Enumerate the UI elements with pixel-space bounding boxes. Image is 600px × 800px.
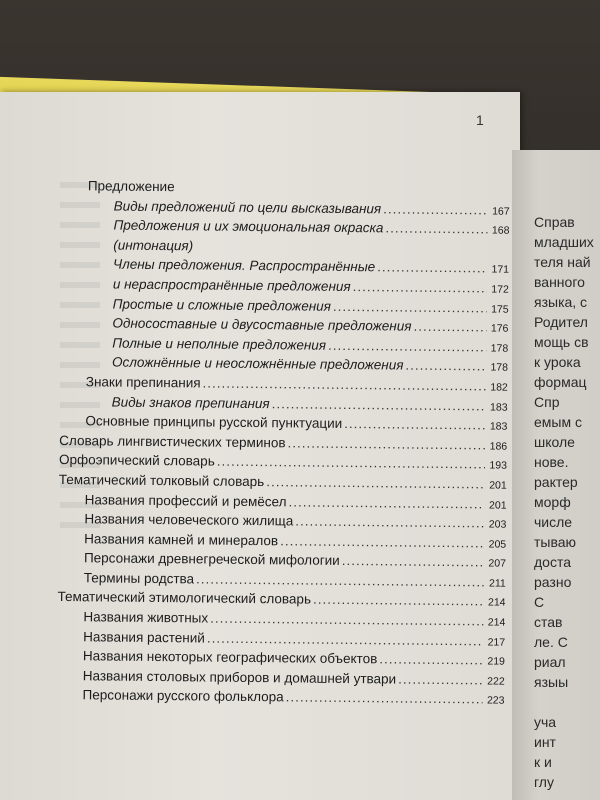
toc-entry-title: Персонажи русского фольклора xyxy=(82,687,284,705)
toc-entry-page: 217 xyxy=(487,636,506,649)
toc-leader-dots xyxy=(313,590,484,611)
toc-entry-page: 178 xyxy=(490,361,509,375)
toc-leader-dots xyxy=(353,277,487,298)
toc-entry-title: и нераспространённые предложения xyxy=(112,276,351,294)
right-page-line: доста xyxy=(534,554,571,570)
toc-leader-dots xyxy=(383,199,488,220)
toc-entry-title: Тематический этимологический словарь xyxy=(57,589,312,608)
toc-leader-dots xyxy=(344,414,485,435)
toc-entry-title: Названия столовых приборов и домашней утвари xyxy=(82,668,397,687)
toc-entry-title: Виды предложений по цели высказывания xyxy=(113,198,382,216)
toc-entry-page: 219 xyxy=(487,655,505,668)
right-page-line: к урока xyxy=(534,354,581,370)
right-page-line: тываю xyxy=(534,534,577,550)
right-page-line: языы xyxy=(534,674,569,690)
toc-entry-page: 183 xyxy=(490,401,508,414)
toc-entry-title: Простые и сложные предложения xyxy=(112,296,331,314)
right-page-line: Родител xyxy=(534,314,588,330)
toc-entry-page: 201 xyxy=(488,498,507,512)
toc-leader-dots xyxy=(328,336,486,357)
toc-entry-page: 203 xyxy=(488,518,507,531)
toc-entry-page: 178 xyxy=(490,342,509,355)
right-page-line: числе xyxy=(534,514,573,530)
toc-entry-title: Осложнённые и неосложнённые предложения xyxy=(111,354,404,373)
toc-leader-dots xyxy=(295,512,484,534)
right-page-line: мощь св xyxy=(534,334,589,350)
toc-entry-title: Виды знаков препинания xyxy=(111,394,270,411)
toc-leader-dots xyxy=(288,492,484,514)
right-page-line: рактер xyxy=(534,474,578,490)
toc-entry-page: 222 xyxy=(487,675,505,688)
toc-entry-page: 172 xyxy=(491,283,509,296)
toc-leader-dots xyxy=(266,472,485,494)
toc-entry-page: 175 xyxy=(491,303,509,316)
right-page-line: емым с xyxy=(534,414,582,430)
toc-entry-title: Предложения и их эмоциональная окраска xyxy=(113,217,384,236)
right-page-line: риал xyxy=(534,654,566,670)
right-page-line: став xyxy=(534,614,563,630)
toc-entry-title: Односоставные и двусоставные предложения xyxy=(112,315,412,334)
toc-entry-page: 176 xyxy=(490,322,509,335)
right-page-line: младших xyxy=(534,234,594,250)
toc-entry-page: 167 xyxy=(492,205,510,218)
toc-entry-title: Полные и неполные предложения xyxy=(112,335,327,353)
right-page-line: уча xyxy=(534,714,557,730)
right-page-text xyxy=(534,212,594,792)
toc-entry-page: 183 xyxy=(489,420,508,433)
toc-entry-page: 193 xyxy=(489,459,508,472)
toc-entry-page: 205 xyxy=(488,538,507,551)
toc-leader-dots xyxy=(379,650,483,671)
right-page-line: глу xyxy=(534,774,554,790)
right-page-line: школе xyxy=(534,434,575,450)
right-page-line: к и xyxy=(534,754,552,770)
right-page-line: Спр xyxy=(534,394,560,410)
toc-entry-title: Основные принципы русской пунктуации xyxy=(85,413,343,432)
right-page-line: формац xyxy=(534,374,587,390)
toc-entry-page: 186 xyxy=(489,440,508,453)
toc-entry-page: 171 xyxy=(491,263,510,277)
toc-entry-page: 168 xyxy=(491,224,510,237)
right-page-line: морф xyxy=(534,494,571,510)
toc-leader-dots xyxy=(377,258,487,279)
toc-entry-title: Персонажи древнегреческой мифологии xyxy=(83,550,340,569)
toc-entry-page: 201 xyxy=(489,479,507,492)
toc-entry-title: Орфоэпический словарь xyxy=(58,452,215,469)
toc-entry-page: 211 xyxy=(488,577,506,590)
toc-entry-page: 223 xyxy=(486,694,505,708)
toc-leader-dots xyxy=(405,356,486,376)
toc-entry-title: Знаки препинания xyxy=(85,374,201,391)
right-page-line: ванного xyxy=(534,274,585,290)
toc-leader-dots xyxy=(385,219,487,240)
right-page-line: разно xyxy=(534,574,572,590)
toc-entry-title: Названия растений xyxy=(83,628,205,646)
toc-entry-title: Названия камней и минералов xyxy=(84,530,279,548)
toc-leader-dots xyxy=(280,531,484,553)
page-number: 1 xyxy=(476,112,484,128)
right-page-line: С xyxy=(534,594,545,610)
toc-entry-title: Тематический толковый словарь xyxy=(58,471,265,490)
right-page-line: языка, с xyxy=(534,294,588,310)
toc-leader-dots xyxy=(287,433,485,455)
toc-entry-title: Словарь лингвистических терминов xyxy=(59,432,286,451)
toc-entry-title: Названия профессий и ремёсел xyxy=(84,491,287,509)
toc-leader-dots xyxy=(398,669,483,689)
toc-entry-title: Члены предложения. Распространённые xyxy=(112,256,376,275)
toc-leader-dots xyxy=(272,394,486,416)
toc-entry-page: 214 xyxy=(487,596,506,610)
toc-entry-title: Названия человеческого жилища xyxy=(84,511,294,529)
toc-leader-dots xyxy=(333,296,487,317)
toc-entry-page: 214 xyxy=(487,616,506,629)
table-of-contents xyxy=(56,176,510,710)
right-page-line xyxy=(534,692,594,712)
toc-entry-title: Предложение xyxy=(87,178,175,195)
right-page-line: нове. xyxy=(534,454,569,470)
right-page-line: инт xyxy=(534,734,556,750)
toc-entry-title: Термины родства xyxy=(83,570,195,587)
right-page-line: Справ xyxy=(534,214,575,230)
right-page-line: ле. С xyxy=(534,634,568,650)
toc-entry-page: 182 xyxy=(490,381,508,394)
right-page-line: теля най xyxy=(534,254,591,270)
toc-leader-dots xyxy=(286,688,483,710)
toc-leader-dots xyxy=(413,317,486,337)
toc-entry-title: Названия некоторых географических объектов xyxy=(82,648,378,667)
toc-leader-dots xyxy=(342,551,484,572)
toc-entry-title: Названия животных xyxy=(83,609,209,626)
toc-entry-title: (интонация) xyxy=(113,237,194,254)
toc-entry-page: 207 xyxy=(488,557,507,570)
